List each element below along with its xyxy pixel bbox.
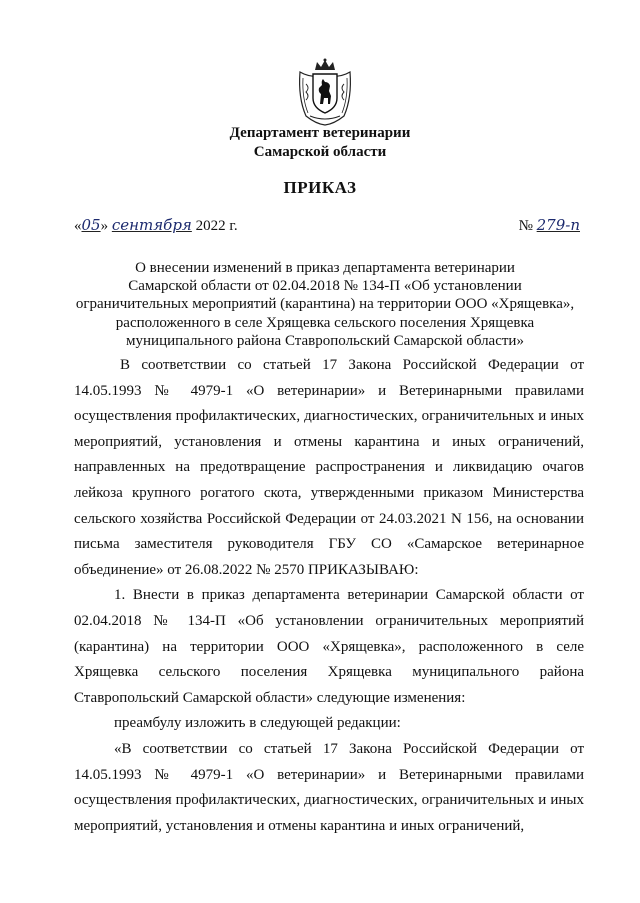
date-day: 05 bbox=[81, 216, 101, 234]
body-paragraph-quote: «В соответствии со статьей 17 Закона Российской Федерации от 14.05.1993 № 4979-1 «О ветеринарии» и Ветеринарными правилами осуществления профилактических, диагностических, ограничительных и иных мероприятий, установления и отмены карантина и иных ограничений, bbox=[74, 740, 584, 834]
document-title: ПРИКАЗ bbox=[283, 178, 357, 197]
body-paragraph-item-1: 1. Внести в приказ департамента ветеринарии Самарской области от 02.04.2018 № 134-П «Об установлении ограничительных мероприятий (карантина) на территории ООО «Хрящевка», расположенного в селе Хрящевка сельского поселения Хрящевка муниципального района Ставропольский Самарской области» следующие изменения: bbox=[74, 587, 584, 706]
body-paragraph-preamble: В соответствии со статьей 17 Закона Российской Федерации от 14.05.1993 № 4979-1 «О ветеринарии» и Ветеринарными правилами осуществления профилактических, диагностических, ограничительных и иных мероприятий, установления и отмены карантина и иных ограничений, направленных на предотвращение распространения и ликвидацию очагов лейкоза крупного рогатого скота, утвержденными приказом Министерства сельского хозяйства Российской Федерации от 24.03.2021 N 156, на основании письма заместителя руководителя ГБУ СО «Самарское ветеринарное объединение» от 26.08.2022 № 2570 ПРИКАЗЫВАЮ: bbox=[74, 357, 584, 578]
date-year: 2022 г. bbox=[195, 218, 238, 234]
subject-line: Самарской области от 02.04.2018 № 134-П «Об установлении bbox=[128, 278, 522, 295]
date-open-quote: « bbox=[74, 218, 82, 234]
number-value: 279-п bbox=[536, 216, 580, 234]
order-date bbox=[74, 216, 238, 235]
order-number bbox=[519, 216, 580, 235]
order-subject bbox=[60, 259, 590, 350]
department-name-line2: Самарской области bbox=[253, 144, 387, 160]
date-month: сентября bbox=[111, 216, 192, 234]
department-name-line1: Департамент ветеринарии bbox=[229, 125, 411, 141]
date-close-quote: » bbox=[100, 218, 109, 234]
body-paragraph-instruction: преамбулу изложить в следующей редакции: bbox=[114, 715, 401, 732]
order-body bbox=[74, 353, 584, 839]
subject-line: расположенного в селе Хрящевка сельского поселения Хрящевка bbox=[115, 314, 535, 331]
number-prefix: № bbox=[518, 218, 533, 234]
subject-line: ограничительных мероприятий (карантина) на территории ООО «Хрящевка», bbox=[75, 296, 575, 313]
subject-line: муниципального района Ставропольский Самарской области» bbox=[126, 332, 524, 349]
coat-of-arms-icon bbox=[296, 58, 354, 126]
subject-line: О внесении изменений в приказ департамента ветеринарии bbox=[135, 260, 515, 276]
